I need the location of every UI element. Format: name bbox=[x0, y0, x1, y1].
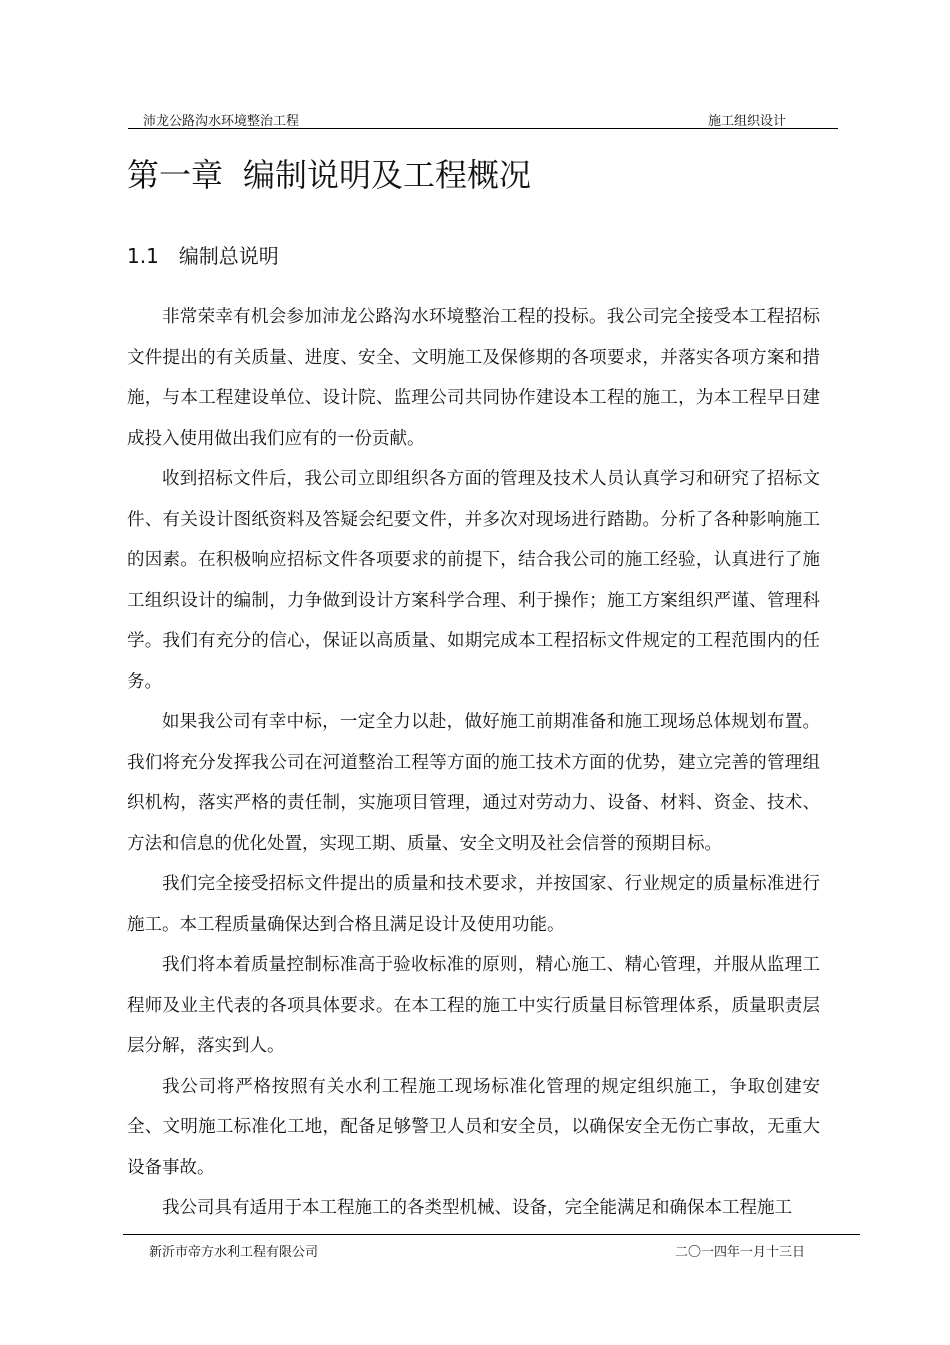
page-footer bbox=[123, 1234, 860, 1259]
paragraph: 非常荣幸有机会参加沛龙公路沟水环境整治工程的投标。我公司完全接受本工程招标文件提出的有关质量、进度、安全、文明施工及保修期的各项要求，并落实各项方案和措施，与本工程建设单位、设计院、监理公司共同协作建设本工程的施工，为本工程早日建成投入使用做出我们应有的一份贡献。 bbox=[127, 307, 820, 449]
footer-company: 新沂市帝方水利工程有限公司 bbox=[149, 1245, 319, 1260]
paragraph: 我们将本着质量控制标准高于验收标准的原则，精心施工、精心管理，并服从监理工程师及业主代表的各项具体要求。在本工程的施工中实行质量目标管理体系，质量职责层层分解，落实到人。 bbox=[127, 955, 820, 1056]
footer-date: 二〇一四年一月十三日 bbox=[674, 1245, 805, 1260]
section-title bbox=[127, 240, 279, 269]
chapter-title bbox=[127, 150, 531, 196]
header-project-name: 沛龙公路沟水环境整治工程 bbox=[143, 114, 300, 129]
chapter-name: 编制说明及工程概况 bbox=[243, 156, 532, 194]
paragraph: 如果我公司有幸中标，一定全力以赴，做好施工前期准备和施工现场总体规划布置。我们将充分发挥我公司在河道整治工程等方面的施工技术方面的优势，建立完善的管理组织机构，落实严格的责任制，实施项目管理，通过对劳动力、设备、材料、资金、技术、方法和信息的优化处置，实现工期、质量、安全文明及社会信誉的预期目标。 bbox=[127, 712, 820, 854]
chapter-number: 第一章 bbox=[127, 156, 224, 194]
section-number: 1.1 bbox=[127, 244, 159, 268]
section-name: 编制总说明 bbox=[178, 244, 279, 268]
body-content bbox=[127, 297, 820, 1229]
paragraph: 我公司具有适用于本工程施工的各类型机械、设备，完全能满足和确保本工程施工 bbox=[162, 1198, 792, 1218]
paragraph: 收到招标文件后，我公司立即组织各方面的管理及技术人员认真学习和研究了招标文件、有关设计图纸资料及答疑会纪要文件，并多次对现场进行踏勘。分析了各种影响施工的因素。在积极响应招标文件各项要求的前提下，结合我公司的施工经验，认真进行了施工组织设计的编制，力争做到设计方案科学合理、利于操作；施工方案组织严谨、管理科学。我们有充分的信心，保证以高质量、如期完成本工程招标文件规定的工程范围内的任务。 bbox=[127, 469, 820, 692]
paragraph: 我公司将严格按照有关水利工程施工现场标准化管理的规定组织施工，争取创建安全、文明施工标准化工地，配备足够警卫人员和安全员，以确保安全无伤亡事故，无重大设备事故。 bbox=[127, 1076, 820, 1178]
header-doc-type: 施工组织设计 bbox=[707, 114, 786, 129]
paragraph: 我们完全接受招标文件提出的质量和技术要求，并按国家、行业规定的质量标准进行施工。本工程质量确保达到合格且满足设计及使用功能。 bbox=[127, 874, 820, 935]
page-header bbox=[128, 108, 838, 129]
